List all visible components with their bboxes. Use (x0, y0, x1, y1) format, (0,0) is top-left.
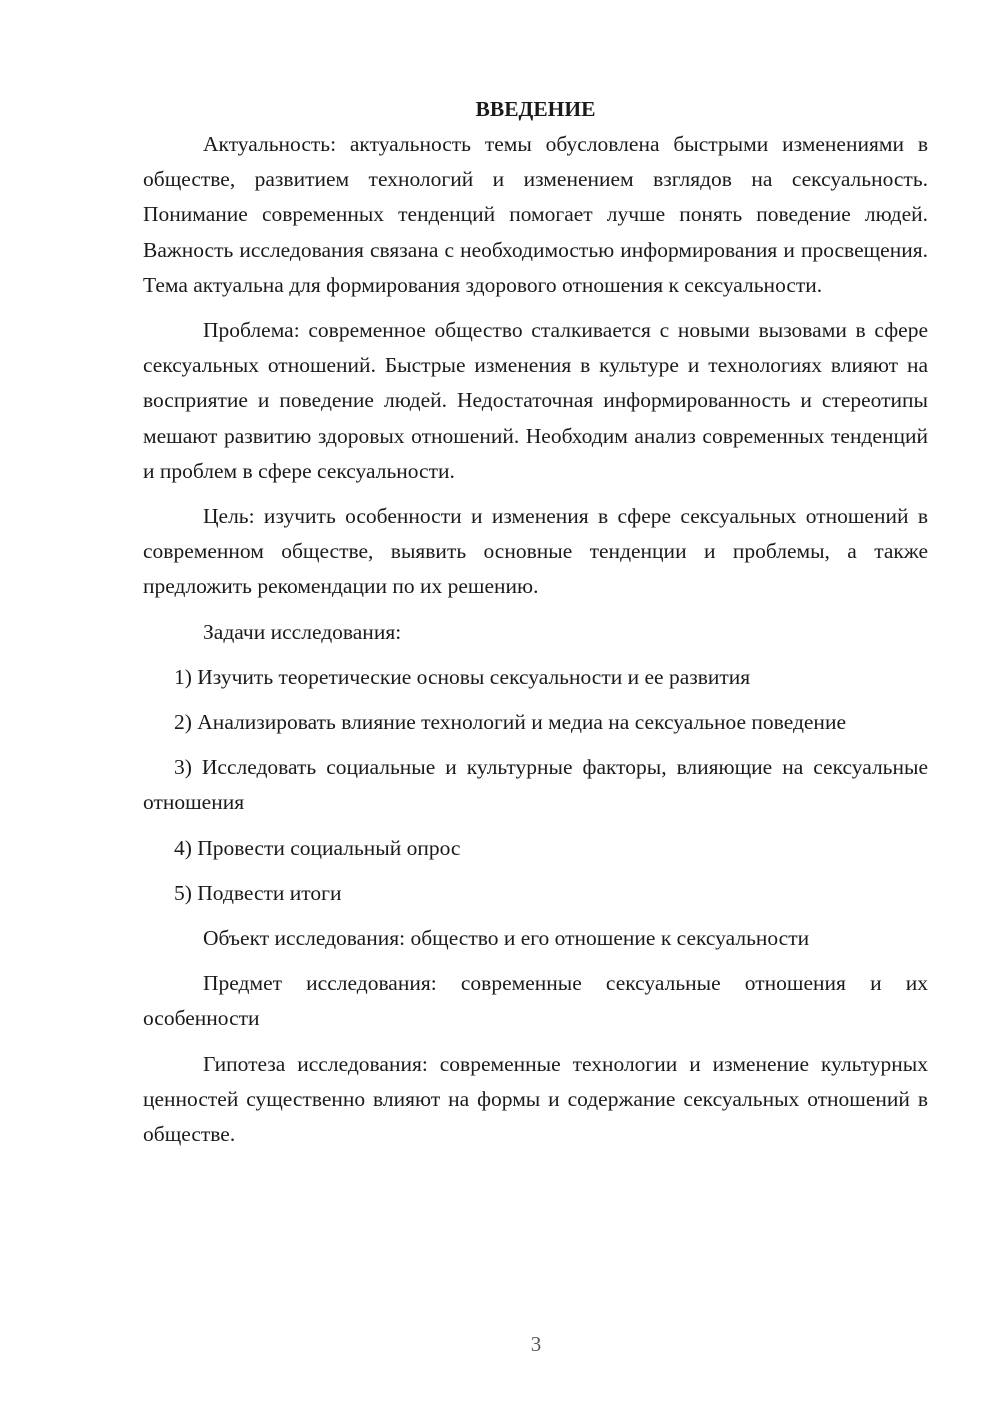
task-item: 4) Провести социальный опрос (174, 835, 461, 860)
task-item: 2) Анализировать влияние технологий и медиа на сексуальное поведение (174, 710, 846, 735)
task-item: 1) Изучить теоретические основы сексуальности и ее развития (174, 664, 751, 689)
problem-paragraph: Проблема: современное общество сталкивается с новыми вызовами в сфере сексуальных отношений. Быстрые изменения в культуре и технологиях влияют на восприятие и поведение людей. Недостаточная информированность и стереотипы мешают развитию здоровых отношений. Необходим анализ современных тенденций и проблем в сфере сексуальности. (143, 318, 928, 483)
document-page (143, 92, 928, 1162)
task-item: 5) Подвести итоги (174, 880, 342, 905)
relevance-paragraph: Актуальность: актуальность темы обусловлена быстрыми изменениями в обществе, развитием технологий и изменением взглядов на сексуальность. Понимание современных тенденций помогает лучше понять поведение людей. Важность исследования связана с необходимостью информирования и просвещения. Тема актуальна для формирования здорового отношения к сексуальности. (143, 132, 928, 297)
hypothesis-paragraph: Гипотеза исследования: современные технологии и изменение культурных ценностей существенно влияют на формы и содержание сексуальных отношений в обществе. (143, 1051, 928, 1147)
goal-paragraph: Цель: изучить особенности и изменения в сфере сексуальных отношений в современном обществе, выявить основные тенденции и проблемы, а также предложить рекомендации по их решению. (143, 504, 928, 599)
object-paragraph: Объект исследования: общество и его отношение к сексуальности (203, 926, 810, 951)
tasks-heading: Задачи исследования: (203, 619, 402, 644)
page-number: 3 (530, 1332, 542, 1356)
task-item: 3) Исследовать социальные и культурные факторы, влияющие на сексуальные отношения (143, 755, 928, 815)
page-title: ВВЕДЕНИЕ (475, 97, 596, 121)
subject-paragraph: Предмет исследования: современные сексуальные отношения и их особенности (143, 971, 928, 1031)
